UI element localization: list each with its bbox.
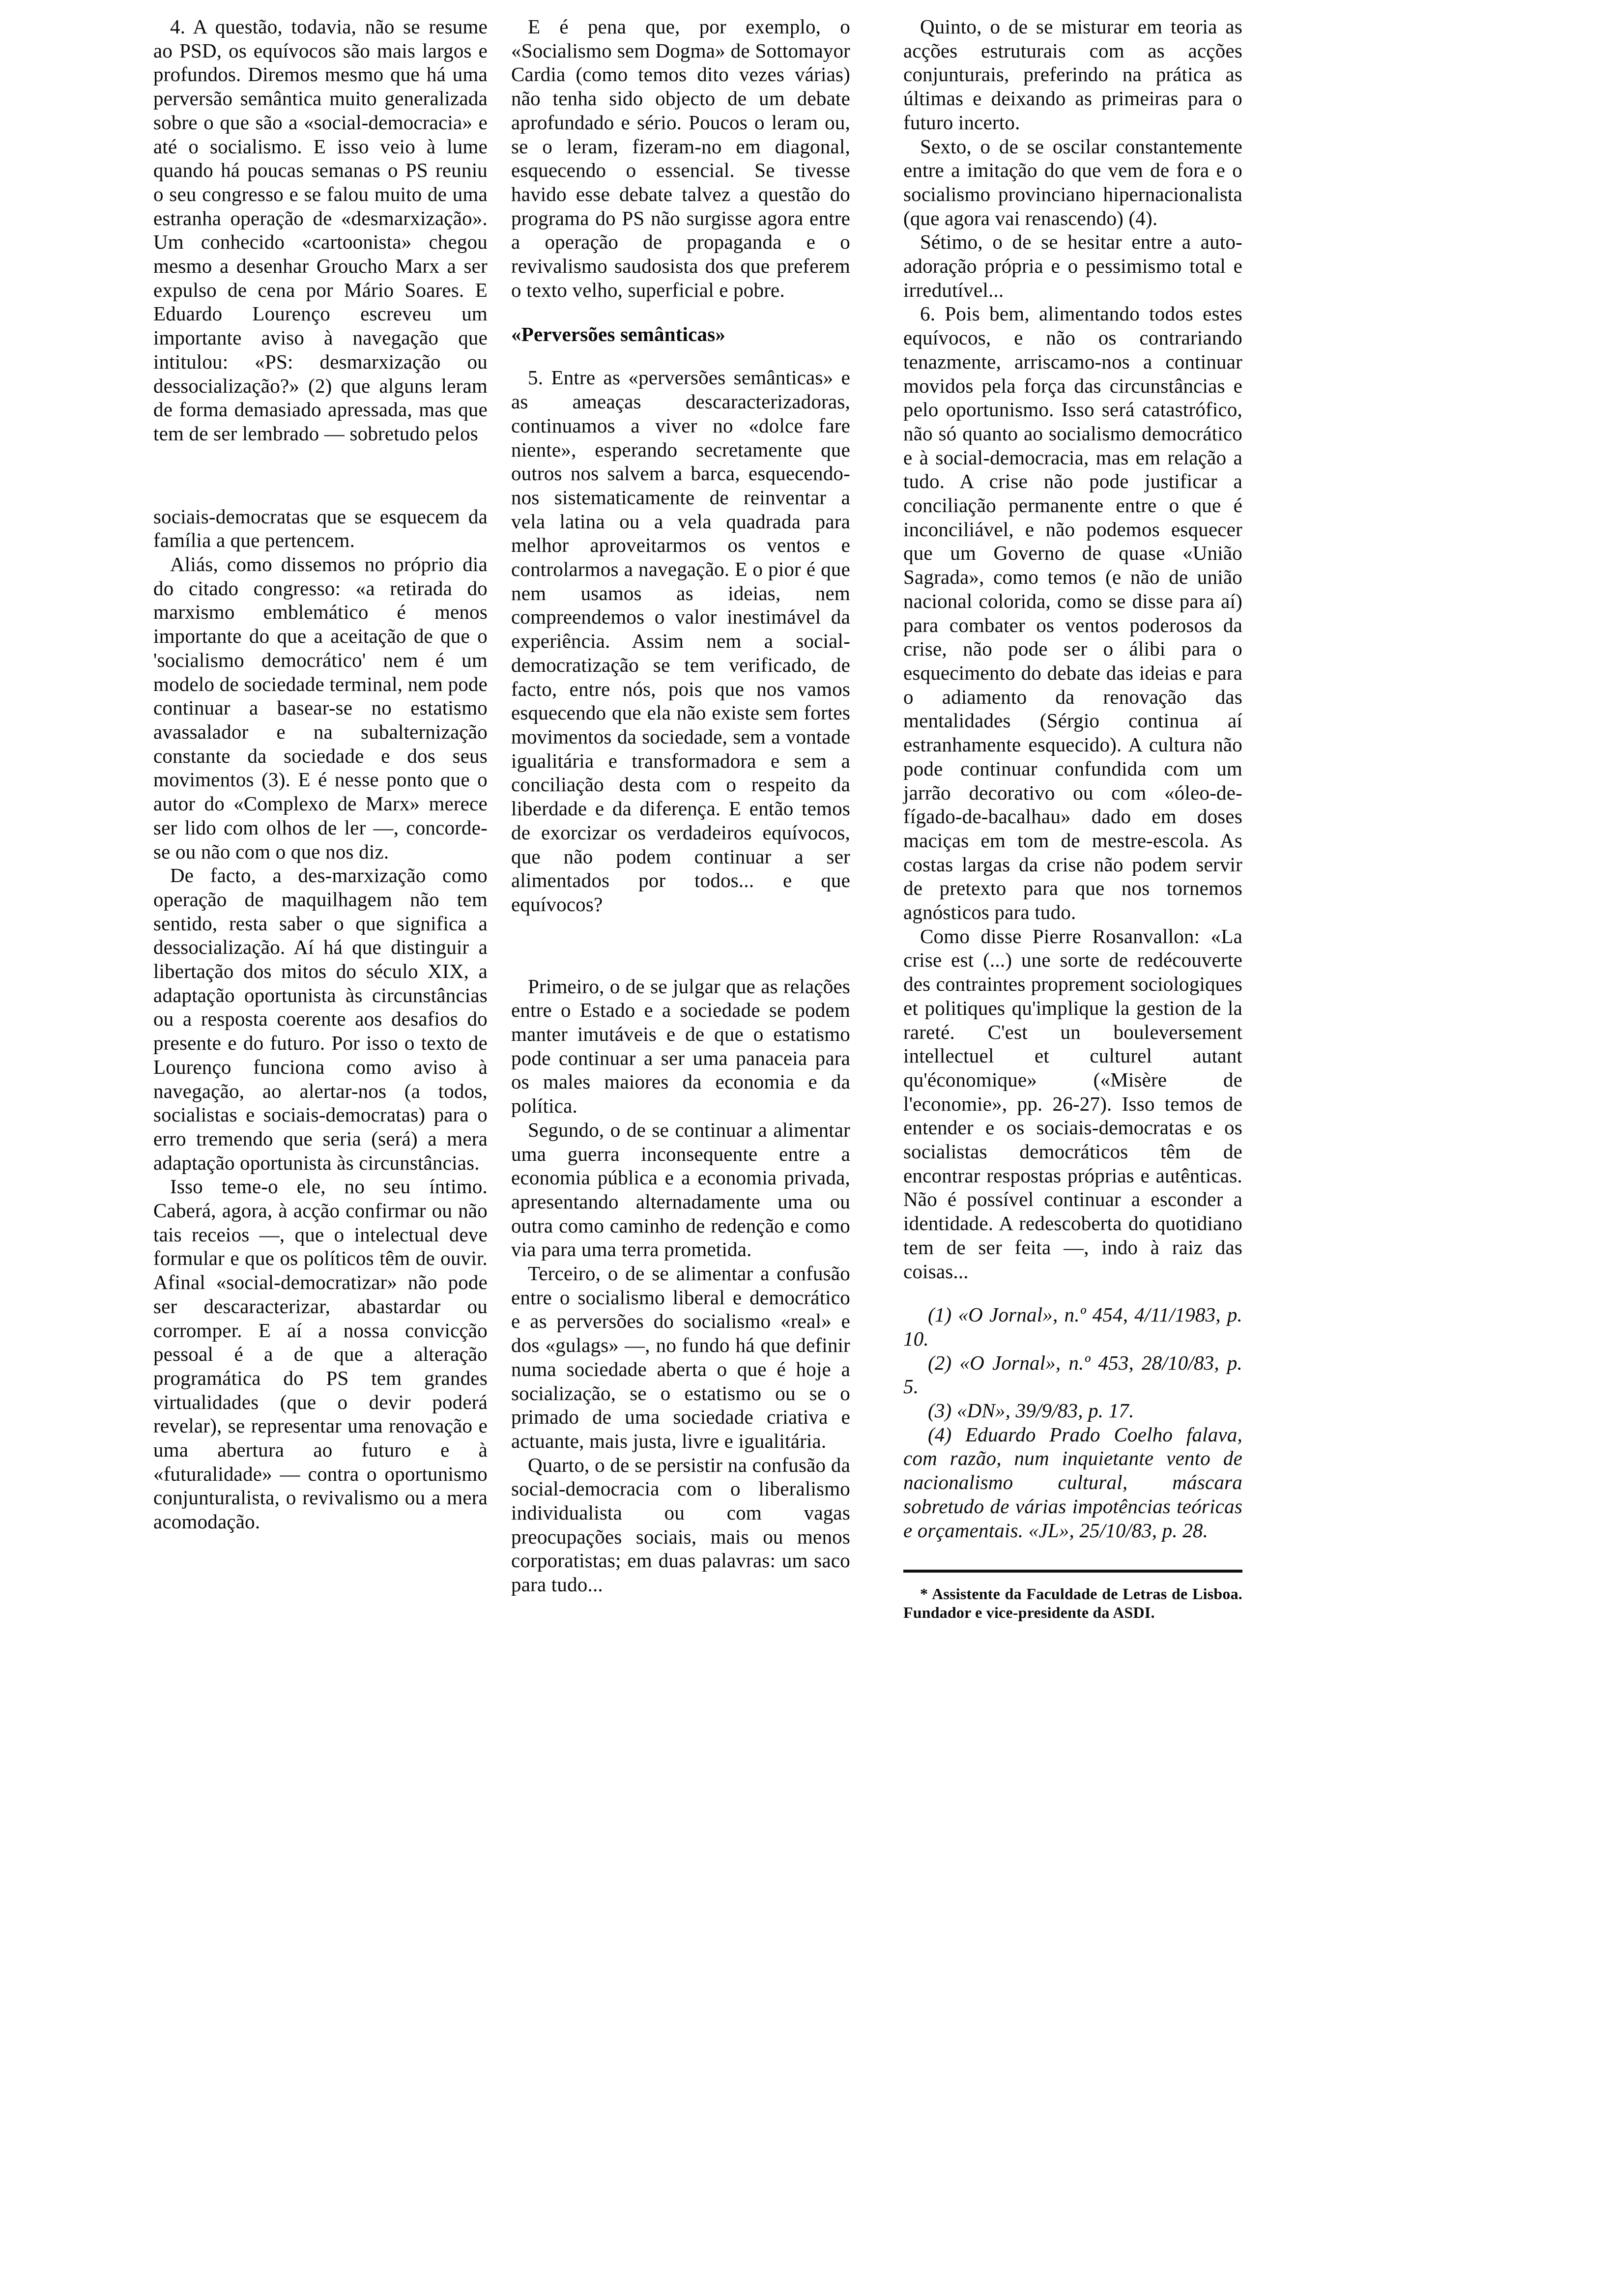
paragraph-isso-teme: Isso teme-o ele, no seu íntimo. Caberá, agora, à acção confirmar ou não tais receios —, que o intelectual deve formular e que os políticos têm de ouvir. Afinal «social-democratizar» não pode ser descaracterizar, abastardar ou corromper. E aí a nossa convicção pessoal é a de que a alteração programática do PS tem grandes virtualidades (que o devir poderá revelar), se representar uma renovação e uma abertura ao futuro e à «futuralidade» — contra o oportunismo conjunturalista, o revivalismo ou a mera acomodação. bbox=[153, 1175, 488, 1533]
endnote-3: (3) «DN», 39/9/83, p. 17. bbox=[928, 1399, 1134, 1422]
paragraph-segundo: Segundo, o de se continuar a alimentar uma guerra inconsequente entre a economia pública e a economia privada, apresentando alternadamente uma ou outra como caminho de redenção e como via para uma terra prometida. bbox=[511, 1118, 850, 1261]
paragraph-de-facto: De facto, a des-marxização como operação de maquilhagem não tem sentido, resta saber o que significa a dessocialização. Aí há que distinguir a libertação dos mitos do século XIX, a adaptação oportunista às circunstâncias ou a resposta coerente aos desafios do presente e do futuro. Por isso o texto de Lourenço funciona como aviso à navegação, ao alertar-nos (a todos, socialistas e sociais-democratas) para o erro tremendo que seria (será) a mera adaptação oportunista às circunstâncias. bbox=[153, 864, 488, 1174]
endnotes bbox=[903, 1303, 1242, 1542]
paragraph-rosanvallon: Como disse Pierre Rosanvallon: «La crise est (...) une sorte de redécouverte des contraintes proprement sociologiques et politiques qu'implique la gestion de la rareté. C'est un bouleversement intellectuel et culturel autant qu'économique» («Misère de l'economie», pp. 26-27). Isso temos de entender e os sociais-democratas e os socialistas democráticos têm de encontrar respostas próprias e autênticas. Não é possível continuar a esconder a identidade. A redescoberta do quotidiano tem de ser feita —, indo à raiz das coisas... bbox=[903, 924, 1242, 1283]
footnote-divider bbox=[903, 1570, 1242, 1573]
column-1 bbox=[153, 15, 488, 1534]
paragraph-primeiro: Primeiro, o de se julgar que as relações entre o Estado e a sociedade se podem manter imutáveis e de que o estatismo pode continuar a ser uma panaceia para os males maiores da economia e da política. bbox=[511, 975, 850, 1118]
paragraph-alias: Aliás, como dissemos no próprio dia do citado congresso: «a retirada do marxismo emblemático é menos importante do que a aceitação de que o 'socialismo democrático' nem é um modelo de sociedade terminal, nem pode continuar a basear-se no estatismo avassalador e na subalternização constante da sociedade e dos seus movimentos (3). E é nesse ponto que o autor do «Complexo de Marx» merece ser lido com olhos de ler —, concorde-se ou não com o que nos diz. bbox=[153, 553, 488, 863]
endnote-2: (2) «O Jornal», n.º 453, 28/10/83, p. 5. bbox=[903, 1351, 1242, 1398]
paragraph-e-pena: E é pena que, por exemplo, o «Socialismo sem Dogma» de Sottomayor Cardia (como temos dito vezes várias) não tenha sido objecto de um debate aprofundado e sério. Poucos o leram ou, se o leram, fizeram-no em diagonal, esquecendo o essencial. Se tivesse havido esse debate talvez a questão do programa do PS não surgisse agora entre a operação de propaganda e o revivalismo saudosista dos que preferem o texto velho, superficial e pobre. bbox=[511, 15, 850, 301]
paragraph-6: 6. Pois bem, alimentando todos estes equívocos, e não os contrariando tenazmente, arriscamo-nos a continuar movidos pela força das circunstâncias e pelo oportunismo. Isso será catastrófico, não só quanto ao socialismo democrático e à social-democracia, mas em relação a tudo. A crise não pode justificar a conciliação permanente entre o que é inconciliável, e não podemos esquecer que um Governo de quase «União Sagrada», como temos (e não de união nacional colorida, como se disse para aí) para combater os ventos poderosos da crise, não pode ser o álibi para o esquecimento do debate das ideias e para o adiamento da renovação das mentalidades (Sérgio continua aí estranhamente esquecido). A cultura não pode continuar confundida com um jarrão decorativo ou com «óleo-de-fígado-de-bacalhau» dado em doses maciças em tom de mestre-escola. As costas largas da crise não podem servir de pretexto para que nos tornemos agnósticos para tudo. bbox=[903, 302, 1242, 924]
paragraph-terceiro: Terceiro, o de se alimentar a confusão entre o socialismo liberal e democrático e as perversões do socialismo «real» e dos «gulags» —, no fundo há que definir numa sociedade aberta o que é hoje a socialização, se o estatismo ou se o primado de uma sociedade criativa e actuante, mais justa, livre e igualitária. bbox=[511, 1262, 850, 1452]
endnote-1: (1) «O Jornal», n.º 454, 4/11/1983, p. 10. bbox=[903, 1303, 1242, 1350]
author-footnote: * Assistente da Faculdade de Letras de Lisboa. Fundador e vice-presidente da ASDI. bbox=[903, 1585, 1242, 1622]
column-3 bbox=[903, 15, 1242, 1622]
paragraph-sexto: Sexto, o de se oscilar constantemente entre a imitação do que vem de fora e o socialismo provinciano hipernacionalista (que agora vai renascendo) (4). bbox=[903, 135, 1242, 230]
paragraph-setimo: Sétimo, o de se hesitar entre a auto-adoração própria e o pessimismo total e irredutível... bbox=[903, 230, 1242, 301]
paragraph-4: 4. A questão, todavia, não se resume ao PSD, os equívocos são mais largos e profundos. Diremos mesmo que há uma perversão semântica muito generalizada sobre o que são a «social-democracia» e até o socialismo. E isso veio à lume quando há poucas semanas o PS reuniu o seu congresso e se falou muito de uma estranha operação de «desmarxização». Um conhecido «cartoonista» chegou mesmo a desenhar Groucho Marx a ser expulso de cena por Mário Soares. E Eduardo Lourenço escreveu um importante aviso à navegação que intitulou: «PS: desmarxização ou dessocialização?» (2) que alguns leram de forma demasiado apressada, mas que tem de ser lembrado — sobretudo pelos bbox=[153, 15, 488, 445]
paragraph-4-continued: sociais-democratas que se esquecem da família a que pertencem. bbox=[153, 505, 488, 552]
endnote-4: (4) Eduardo Prado Coelho falava, com razão, num inquietante vento de nacionalismo cultural, máscara sobretudo de várias impotências teóricas e orçamentais. «JL», 25/10/83, p. 28. bbox=[903, 1423, 1242, 1542]
section-heading: «Perversões semânticas» bbox=[511, 323, 726, 346]
column-2 bbox=[511, 15, 850, 1597]
paragraph-quarto: Quarto, o de se persistir na confusão da social-democracia com o liberalismo individualista ou com vagas preocupações sociais, mais ou menos corporatistas; em duas palavras: um saco para tudo... bbox=[511, 1453, 850, 1596]
paragraph-5: 5. Entre as «perversões semânticas» e as ameaças descaracterizadoras, continuamos a viver no «dolce fare niente», esperando secretamente que outros nos salvem a barca, esquecendo-nos sistematicamente de reinventar a vela latina ou a vela quadrada para melhor aproveitarmos os ventos e controlarmos a navegação. E o pior é que nem usamos as ideias, nem compreendemos o valor inestimável da experiência. Assim nem a social-democratização se tem verificado, de facto, entre nós, pois que nos vamos esquecendo que ela não existe sem fortes movimentos da sociedade, sem a vontade igualitária e transformadora e sem a conciliação desta com o respeito da liberdade e da diferença. E então temos de exorcizar os verdadeiros equívocos, que não podem continuar a ser alimentados por todos... e que equívocos? bbox=[511, 366, 850, 916]
paragraph-quinto: Quinto, o de se misturar em teoria as acções estruturais com as acções conjunturais, preferindo na prática as últimas e deixando as primeiras para o futuro incerto. bbox=[903, 15, 1242, 134]
